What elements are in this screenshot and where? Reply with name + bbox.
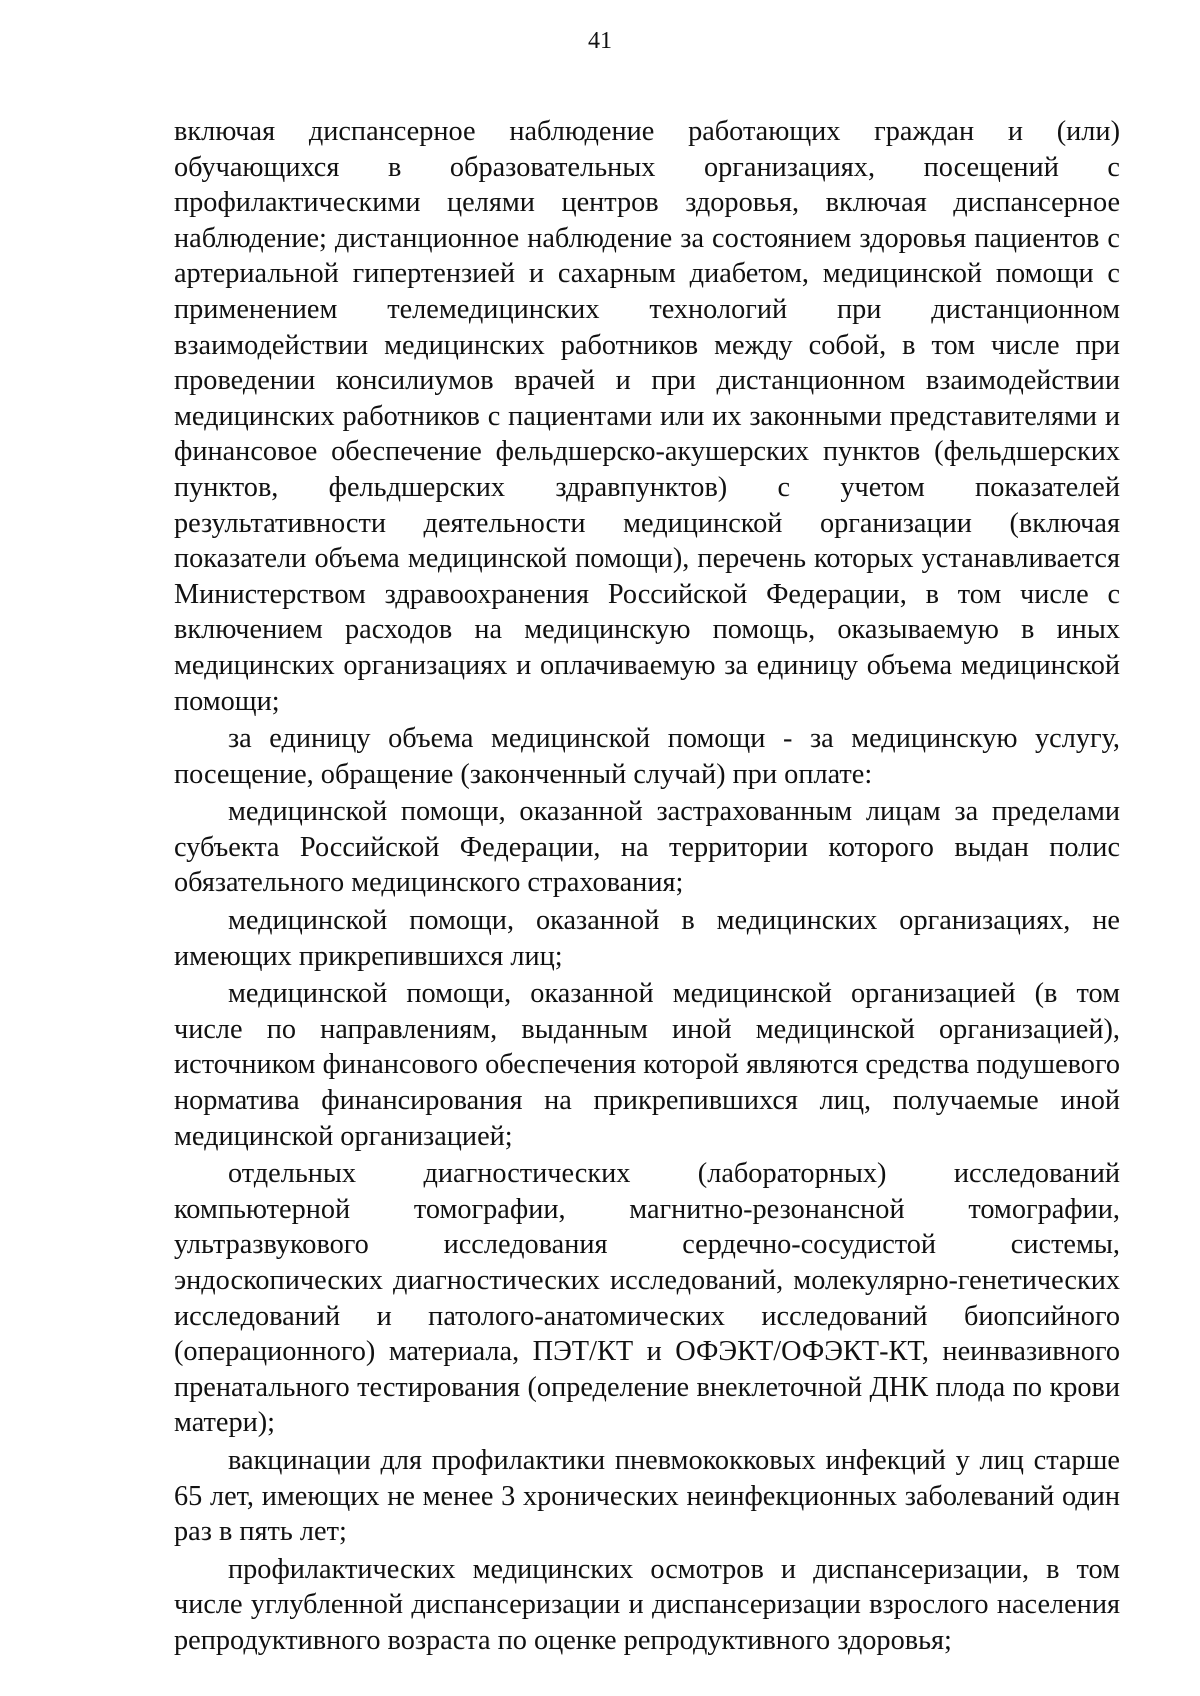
page-number: 41 bbox=[588, 28, 612, 54]
paragraph-3: медицинской помощи, оказанной застрахованным лицам за пределами субъекта Российской Федерации, на территории которого выдан полис обязательного медицинского страхования; bbox=[174, 796, 1120, 899]
paragraph-6: отдельных диагностических (лабораторных) исследований компьютерной томографии, магнитно-резонансной томографии, ультразвукового исследования сердечно-сосудистой системы, эндоскопических диагностических исследований, молекулярно-генетических исследований и патолого-анатомических исследований биопсийного (операционного) материала, ПЭТ/КТ и ОФЭКТ/ОФЭКТ-КТ, неинвазивного пренатального тестирования (определение внеклеточной ДНК плода по крови матери); bbox=[174, 1158, 1120, 1439]
paragraph-8: профилактических медицинских осмотров и диспансеризации, в том числе углубленной диспансеризации и диспансеризации взрослого населения репродуктивного возраста по оценке репродуктивного здоровья; bbox=[174, 1553, 1120, 1656]
paragraph-4: медицинской помощи, оказанной в медицинских организациях, не имеющих прикрепившихся лиц; bbox=[174, 905, 1120, 972]
paragraph-7: вакцинации для профилактики пневмококковых инфекций у лиц старше 65 лет, имеющих не менее 3 хронических неинфекционных заболеваний один раз в пять лет; bbox=[174, 1444, 1120, 1548]
paragraph-5: медицинской помощи, оказанной медицинской организацией (в том числе по направлениям, выданным иной медицинской организацией), источником финансового обеспечения которой являются средства подушевого норматива финансирования на прикрепившихся лиц, получаемые иной медицинской организацией; bbox=[174, 978, 1120, 1152]
document-body bbox=[174, 114, 1120, 1661]
paragraph-2: за единицу объема медицинской помощи - за медицинскую услугу, посещение, обращение (законченный случай) при оплате: bbox=[174, 723, 1120, 790]
paragraph-1: включая диспансерное наблюдение работающих граждан и (или) обучающихся в образовательных организациях, посещений с профилактическими целями центров здоровья, включая диспансерное наблюдение; дистанционное наблюдение за состоянием здоровья пациентов с артериальной гипертензией и сахарным диабетом, медицинской помощи с применением телемедицинских технологий при дистанционном взаимодействии медицинских работников между собой, в том числе при проведении консилиумов врачей и при дистанционном взаимодействии медицинских работников с пациентами или их законными представителями и финансовое обеспечение фельдшерско-акушерских пунктов (фельдшерских пунктов, фельдшерских здравпунктов) с учетом показателей результативности деятельности медицинской организации (включая показатели объема медицинской помощи), перечень которых устанавливается Министерством здравоохранения Российской Федерации, в том числе с включением расходов на медицинскую помощь, оказываемую в иных медицинских организациях и оплачиваемую за единицу объема медицинской помощи; bbox=[174, 116, 1120, 717]
